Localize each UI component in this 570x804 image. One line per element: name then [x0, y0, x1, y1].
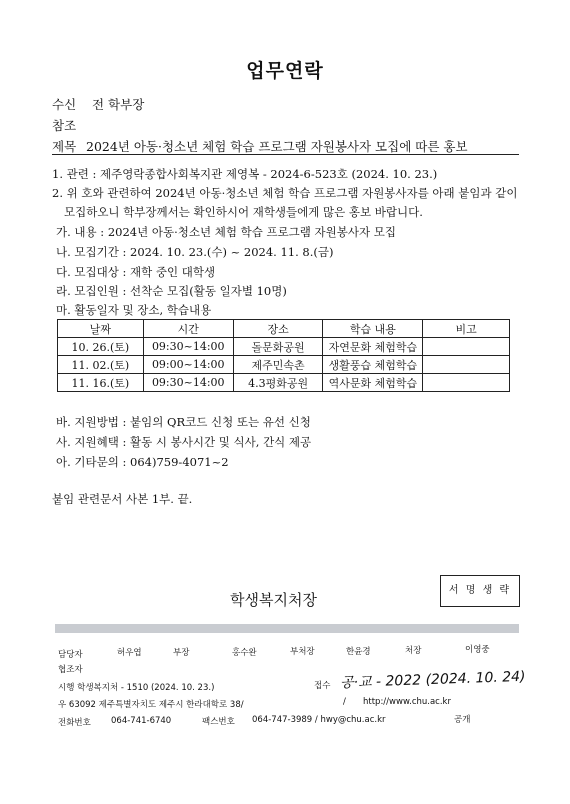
- director-name: 이영중: [465, 645, 490, 655]
- table-row: [58, 338, 510, 356]
- enforcement-line: 시행 학생복지처 - 1510 (2024. 10. 23.): [58, 683, 215, 693]
- deputy-name: 한윤경: [346, 647, 371, 657]
- cell-content: 생활풍습 체험학습: [323, 356, 423, 374]
- recipient-value: 전 학부장: [92, 97, 145, 112]
- cell-date: 11. 02.(토): [58, 356, 144, 374]
- item-headcount: 라. 모집인원 : 선착순 모집(활동 일자별 10명): [56, 284, 287, 298]
- item-apply-method: 바. 지원방법 : 붙임의 QR코드 신청 또는 유선 신청: [56, 415, 311, 429]
- cell-place: 4.3평화공원: [233, 374, 323, 392]
- phone-label: 전화번호: [58, 718, 91, 728]
- table-row: [58, 374, 510, 392]
- cell-place: 돌문화공원: [233, 338, 323, 356]
- item-inquiry: 아. 기타문의 : 064)759-4071~2: [56, 455, 229, 469]
- item-schedule-heading: 마. 활동일자 및 장소, 학습내용: [56, 303, 212, 317]
- item-period: 나. 모집기간 : 2024. 10. 23.(수) ~ 2024. 11. 8.(금): [56, 245, 334, 259]
- col-date: 날짜: [58, 320, 144, 338]
- cell-note: [423, 374, 510, 392]
- sender-title: 학생복지처장: [230, 591, 317, 609]
- receipt-label: 접수: [314, 681, 331, 691]
- fax-label: 팩스번호: [202, 717, 235, 727]
- item-benefits: 사. 지원혜택 : 활동 시 봉사시간 및 식사, 간식 제공: [56, 435, 312, 449]
- manager-label: 부장: [173, 648, 190, 658]
- disclosure-status: 공개: [454, 715, 471, 725]
- footer-divider: [55, 624, 519, 633]
- manager-name: 홍수완: [232, 648, 257, 658]
- cell-content: 역사문화 체험학습: [323, 374, 423, 392]
- table-row: [58, 356, 510, 374]
- cell-time: 09:00~14:00: [143, 356, 233, 374]
- staff-name: 허우엽: [117, 648, 142, 658]
- director-label: 처장: [405, 646, 422, 656]
- fax-email: 064-747-3989 / hwy@chu.ac.kr: [252, 715, 386, 725]
- cell-content: 자연문화 체험학습: [323, 338, 423, 356]
- website-link[interactable]: http://www.chu.ac.kr: [363, 697, 451, 707]
- body-line-2b: 모집하오니 학부장께서는 확인하시어 재학생들에게 많은 홍보 바랍니다.: [64, 205, 423, 219]
- attachment-line: 붙임 관련문서 사본 1부. 끝.: [52, 492, 193, 506]
- cooperator-label: 협조자: [58, 665, 83, 675]
- document-title: 업무연락: [246, 60, 324, 82]
- item-target: 다. 모집대상 : 재학 중인 대학생: [56, 265, 216, 279]
- recipient-label: 수신: [52, 97, 77, 112]
- subject-value: 2024년 아동·청소년 체험 학습 프로그램 자원봉사자 모집에 따른 홍보: [86, 139, 468, 154]
- col-note: 비고: [423, 320, 510, 338]
- url-separator: /: [343, 697, 346, 707]
- schedule-table: [57, 319, 510, 392]
- related-line: 1. 관련 : 제주영락종합사회복지관 제영복 - 2024-6-523호 (2024. 10. 23.): [52, 167, 438, 181]
- cell-time: 09:30~14:00: [143, 338, 233, 356]
- header-divider: [52, 154, 519, 155]
- cell-date: 10. 26.(토): [58, 338, 144, 356]
- address-line: 우 63092 제주특별자치도 제주시 한라대학로 38/: [58, 700, 244, 710]
- cell-note: [423, 338, 510, 356]
- cell-place: 제주민속촌: [233, 356, 323, 374]
- phone-number: 064-741-6740: [111, 716, 172, 726]
- col-time: 시간: [143, 320, 233, 338]
- schedule-header-row: [58, 320, 510, 338]
- item-content: 가. 내용 : 2024년 아동·청소년 체험 학습 프로그램 자원봉사자 모집: [56, 225, 396, 239]
- deputy-label: 부처장: [290, 647, 315, 657]
- receipt-handwritten: 공·교 - 2022 (2024. 10. 24): [339, 668, 526, 692]
- cell-note: [423, 356, 510, 374]
- reference-label: 참조: [52, 118, 77, 133]
- col-place: 장소: [233, 320, 323, 338]
- cell-time: 09:30~14:00: [143, 374, 233, 392]
- subject-label: 제목: [52, 139, 77, 154]
- cell-date: 11. 16.(토): [58, 374, 144, 392]
- staff-label: 담당자: [58, 650, 83, 660]
- body-line-2a: 2. 위 호와 관련하여 2024년 아동·청소년 체험 학습 프로그램 자원봉사자를 아래 붙임과 같이: [52, 186, 518, 200]
- signature-omitted-box: 서 명 생 략: [440, 575, 520, 607]
- col-content: 학습 내용: [323, 320, 423, 338]
